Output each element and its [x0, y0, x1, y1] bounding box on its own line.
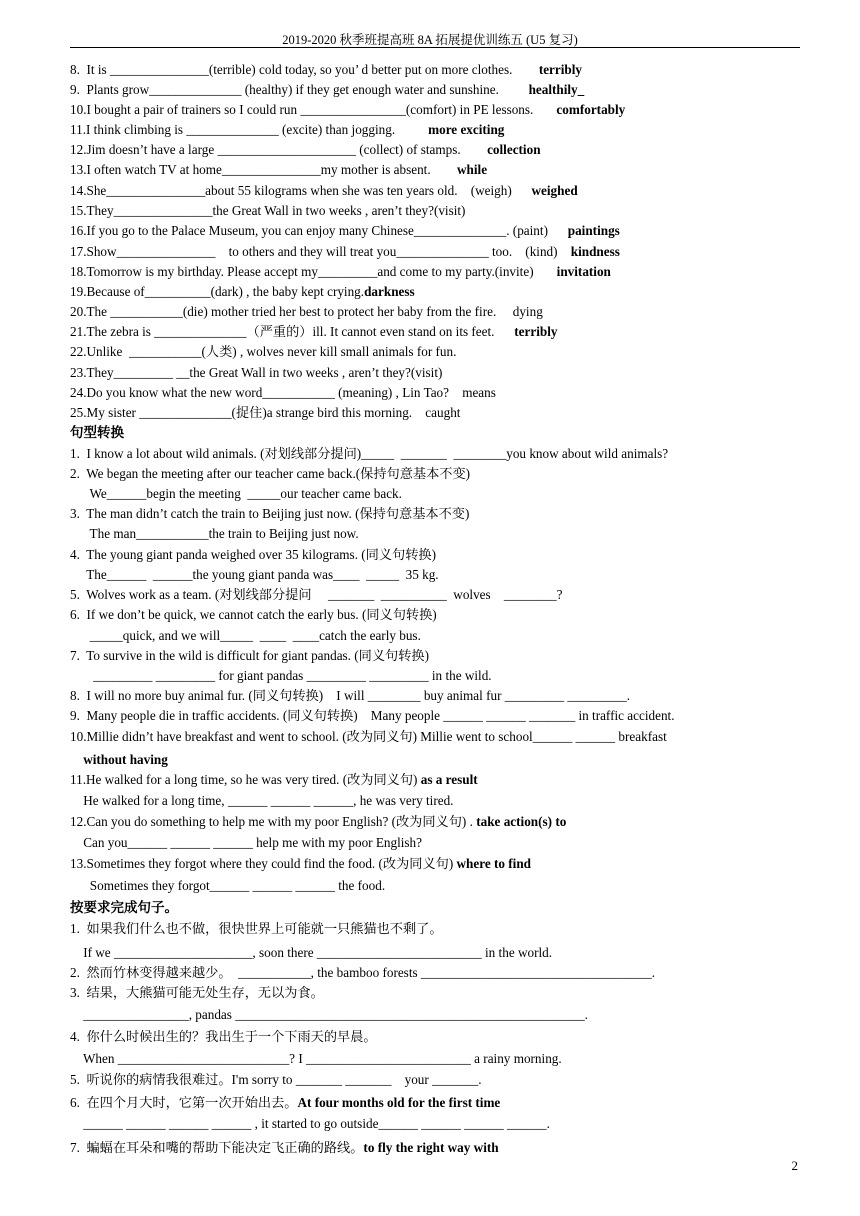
line-text: ________________, pandas _____________________________________________________. [70, 1007, 588, 1022]
line-text: 17.Show_______________ to others and they will treat you______________ too. (kind) [70, 244, 571, 259]
line-text: If we _____________________, soon there _________________________ in the world. [70, 945, 553, 960]
exercise-line [70, 667, 800, 685]
answer-text: take action(s) to [476, 814, 567, 829]
line-text: 8. It is _______________(terrible) cold today, so you’ d better put on more clothes. [70, 62, 539, 77]
exercise-line [70, 364, 800, 382]
exercise-line [70, 792, 800, 810]
exercise-line [70, 984, 800, 1002]
line-text: The______ ______the young giant panda was____ _____ 35 kg. [70, 567, 439, 582]
exercise-line [70, 586, 800, 604]
exercise-line [70, 263, 800, 281]
exercise-line [70, 920, 800, 938]
line-text: 25.My sister ______________(捉住)a strange bird this morning. caught [70, 405, 461, 420]
line-text: 13.Sometimes they forgot where they could find the food. (改为同义句) [70, 856, 457, 871]
line-text: 14.She_______________about 55 kilograms when she was ten years old. (weigh) [70, 183, 532, 198]
line-text: 20.The ___________(die) mother tried her best to protect her baby from the fire. dying [70, 304, 543, 319]
exercise-line [70, 243, 800, 261]
exercise-line [70, 1094, 800, 1112]
exercise-line [70, 1071, 800, 1089]
exercise-line [70, 546, 800, 564]
line-text: 15.They_______________the Great Wall in two weeks , aren’t they?(visit) [70, 203, 466, 218]
exercise-line [70, 687, 800, 705]
line-text: 9. Many people die in traffic accidents. (同义句转换) Many people ______ ______ _______ in traffic accident. [70, 708, 675, 723]
exercise-line [70, 465, 800, 483]
exercise-line [70, 343, 800, 361]
line-text: 5. Wolves work as a team. (对划线部分提问 _______ __________ wolves ________? [70, 587, 563, 602]
exercise-line [70, 81, 800, 99]
exercise-line [70, 485, 800, 503]
answer-text: as a result [420, 772, 478, 787]
line-text: 5. 听说你的病情我很难过。I'm sorry to _______ _______ your _______. [70, 1072, 482, 1087]
answer-text: weighed [531, 183, 578, 198]
exercise-line [70, 161, 800, 179]
line-text: 2. 然而竹林变得越来越少。 ___________, the bamboo forests ___________________________________. [70, 965, 655, 980]
exercise-line [70, 627, 800, 645]
line-text: 6. 在四个月大时，它第一次开始出去。 [70, 1095, 298, 1110]
exercise-line [70, 1050, 800, 1068]
exercise-line [70, 707, 800, 725]
line-text: Can you______ ______ ______ help me with my poor English? [70, 835, 423, 850]
line-text: He walked for a long time, ______ ______ ______, he was very tired. [70, 793, 454, 808]
line-text: 按要求完成句子。 [70, 900, 178, 915]
answer-text: to fly the right way with [363, 1140, 499, 1155]
answer-text: while [457, 162, 488, 177]
answer-text: At four months old for the first time [297, 1095, 501, 1110]
answer-text: comfortably [556, 102, 626, 117]
answer-text: healthily_ [528, 82, 585, 97]
answer-text: without having [83, 752, 168, 767]
exercise-line [70, 384, 800, 402]
line-text: 18.Tomorrow is my birthday. Please accept my_________and come to my party.(invite) [70, 264, 557, 279]
exercise-line [70, 61, 800, 79]
exercise-line [70, 877, 800, 895]
exercise-line [70, 855, 800, 873]
answer-text: kindness [570, 244, 620, 259]
line-text: 句型转换 [70, 425, 124, 440]
line-text: 8. I will no more buy animal fur. (同义句转换) I will ________ buy animal fur _________ _________. [70, 688, 631, 703]
line-text: 9. Plants grow______________ (healthy) if they get enough water and sunshine. [70, 82, 529, 97]
answer-text: more exciting [428, 122, 505, 137]
exercise-line [70, 505, 800, 523]
exercise-line [70, 566, 800, 584]
exercise-line [70, 1006, 800, 1024]
line-text: 4. 你什么时候出生的？我出生于一个下雨天的早晨。 [70, 1029, 377, 1044]
line-text: 2. We began the meeting after our teacher came back.(保持句意基本不变) [70, 466, 471, 481]
line-text: 23.They_________ __the Great Wall in two weeks , aren’t they?(visit) [70, 365, 443, 380]
exercise-line [70, 1028, 800, 1046]
exercise-line [70, 728, 800, 746]
exercise-line [70, 445, 800, 463]
exercise-line [70, 964, 800, 982]
line-text: ______ ______ ______ ______ , it started to go outside______ ______ ______ ______. [70, 1116, 550, 1131]
line-text: _________ _________ for giant pandas _________ _________ in the wild. [70, 668, 492, 683]
line-text: 7. 蝙蝠在耳朵和嘴的帮助下能决定飞正确的路线。 [70, 1140, 364, 1155]
answer-text: where to find [456, 856, 532, 871]
answer-text: terribly [514, 324, 558, 339]
line-text: 21.The zebra is ______________（严重的）ill. It cannot even stand on its feet. [70, 324, 515, 339]
line-text: The man___________the train to Beijing just now. [70, 526, 359, 541]
line-text: 7. To survive in the wild is difficult for giant pandas. (同义句转换) [70, 648, 429, 663]
line-text [70, 752, 83, 767]
exercise-line [70, 813, 800, 831]
exercise-line [70, 1139, 800, 1157]
exercise-line [70, 222, 800, 240]
page-header: 2019-2020 秋季班提高班 8A 拓展提优训练五 (U5 复习) [282, 33, 578, 47]
line-text: 11.I think climbing is ______________ (excite) than jogging. [70, 122, 429, 137]
line-text: 3. The man didn’t catch the train to Beijing just now. (保持句意基本不变) [70, 506, 470, 521]
exercise-line [70, 606, 800, 624]
line-text: 10.Millie didn’t have breakfast and went to school. (改为同义句) Millie went to school______ ______ breakfast [70, 729, 667, 744]
exercise-line [70, 323, 800, 341]
line-text: 1. I know a lot about wild animals. (对划线部分提问)_____ _______ ________you know about wild animals? [70, 446, 669, 461]
answer-text: paintings [567, 223, 620, 238]
header-rule [70, 47, 800, 48]
exercise-line [70, 121, 800, 139]
exercise-line [70, 101, 800, 119]
line-text: 16.If you go to the Palace Museum, you can enjoy many Chinese______________. (paint) [70, 223, 568, 238]
exercise-line [70, 647, 800, 665]
exercise-line [70, 1115, 800, 1133]
exercise-line [70, 771, 800, 789]
line-text: 11.He walked for a long time, so he was very tired. (改为同义句) [70, 772, 421, 787]
line-text: _____quick, and we will_____ ____ ____catch the early bus. [70, 628, 421, 643]
line-text: 19.Because of__________(dark) , the baby kept crying. [70, 284, 365, 299]
answer-text: invitation [556, 264, 611, 279]
line-text: 12.Can you do something to help me with my poor English? (改为同义句) . [70, 814, 477, 829]
answer-text: collection [487, 142, 541, 157]
line-text: 12.Jim doesn’t have a large _____________________ (collect) of stamps. [70, 142, 488, 157]
answer-text: darkness [364, 284, 415, 299]
exercise-line [70, 834, 800, 852]
section-heading [70, 424, 800, 442]
exercise-line [70, 525, 800, 543]
exercise-line [70, 141, 800, 159]
line-text: 22.Unlike ___________(人类) , wolves never kill small animals for fun. [70, 344, 457, 359]
answer-text: terribly [538, 62, 583, 77]
line-text: When __________________________? I _________________________ a rainy morning. [70, 1051, 562, 1066]
exercise-line [70, 944, 800, 962]
line-text: 24.Do you know what the new word___________ (meaning) , Lin Tao? means [70, 385, 496, 400]
exercise-line [70, 404, 800, 422]
line-text: Sometimes they forgot______ ______ ______ the food. [70, 878, 386, 893]
line-text: 6. If we don’t be quick, we cannot catch the early bus. (同义句转换) [70, 607, 437, 622]
exercise-line [70, 283, 800, 301]
section-heading [70, 899, 800, 917]
exercise-line [70, 751, 800, 769]
line-text: 3. 结果，大熊猫可能无处生存，无以为食。 [70, 985, 324, 1000]
line-text: We______begin the meeting _____our teacher came back. [70, 486, 402, 501]
line-text: 13.I often watch TV at home_______________my mother is absent. [70, 162, 458, 177]
exercise-line [70, 202, 800, 220]
line-text: 4. The young giant panda weighed over 35 kilograms. (同义句转换) [70, 547, 437, 562]
line-text: 1. 如果我们什么也不做，很快世界上可能就一只熊猫也不剩了。 [70, 921, 443, 936]
page-number: 2 [791, 1158, 798, 1173]
exercise-line [70, 303, 800, 321]
exercise-line [70, 182, 800, 200]
line-text: 10.I bought a pair of trainers so I could run ________________(comfort) in PE lessons. [70, 102, 557, 117]
